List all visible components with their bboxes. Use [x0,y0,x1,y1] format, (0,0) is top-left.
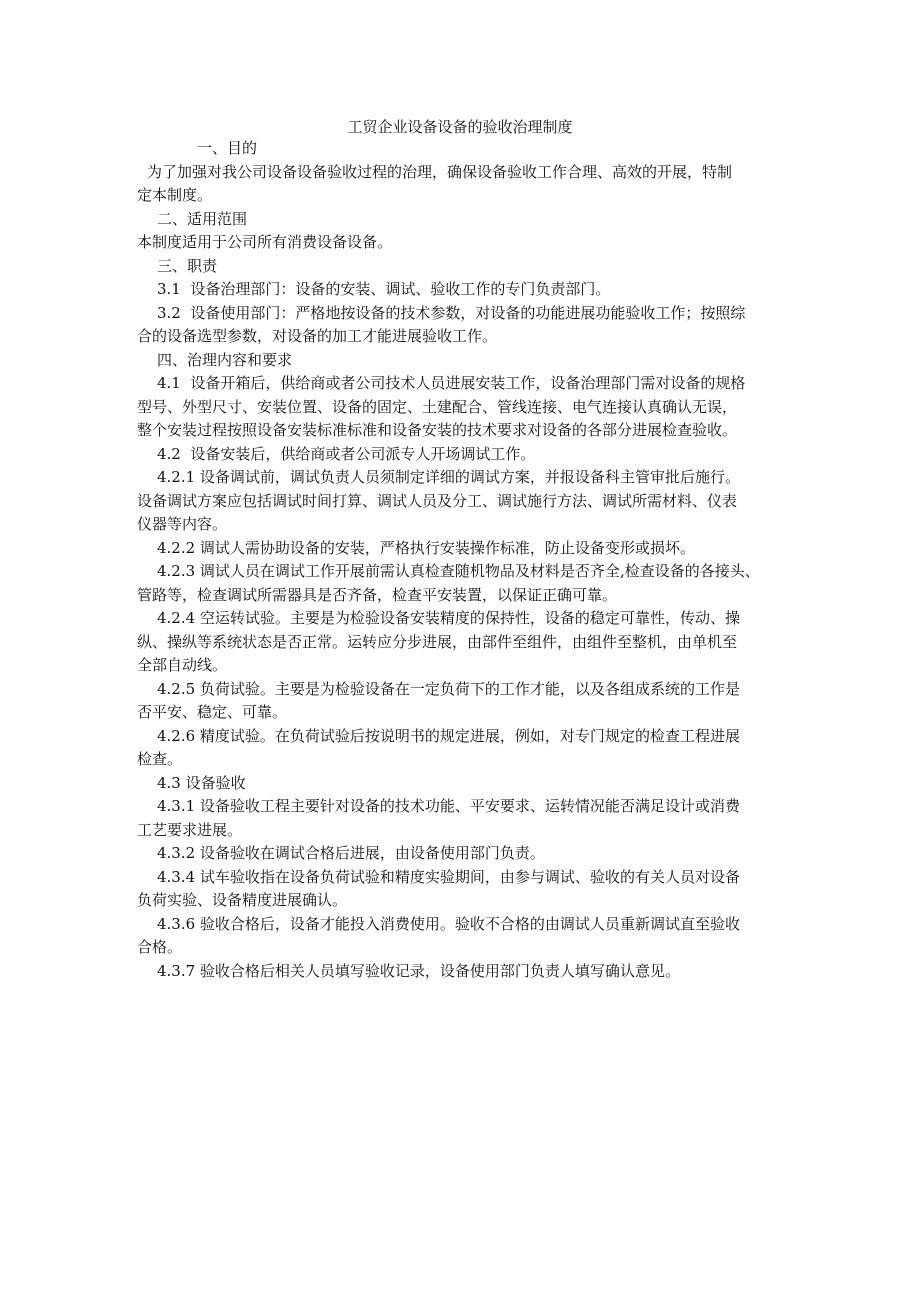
paragraph-line: 纵、操纵等系统状态是否正常。运转应分步进展，由部件至组件，由组件至整机，由单机至 [137,632,738,651]
paragraph-line: 设备调试方案应包括调试时间打算、调试人员及分工、调试施行方法、调试所需材料、仪表 [137,491,738,510]
paragraph-line: 4.3.1 设备验收工程主要针对设备的技术功能、平安要求、运转情况能否满足设计或消费 [157,797,740,815]
paragraph-line: 4.3.6 验收合格后，设备才能投入消费使用。验收不合格的由调试人员重新调试直至验收 [157,914,740,933]
paragraph-line: 合的设备选型参数，对设备的加工才能进展验收工作。 [137,327,498,345]
paragraph-line: 全部自动线。 [137,656,228,674]
paragraph-line: 仪器等内容。 [137,515,228,533]
paragraph-line: 检查。 [137,750,183,768]
paragraph-line: 3.1 设备治理部门：设备的安装、调试、验收工作的专门负责部门。 [157,280,611,298]
paragraph-line: 4.3.7 验收合格后相关人员填写验收记录，设备使用部门负责人填写确认意见。 [157,961,680,980]
paragraph-line: 4.2.1 设备调试前，调试负责人员须制定详细的调试方案，并报设备科主管审批后施行。 [157,468,740,486]
paragraph-line: 4.3.2 设备验收在调试合格后进展，由设备使用部门负责。 [157,844,545,862]
paragraph-line: 工艺要求进展。 [137,820,243,839]
section-heading-purpose: 一、目的 [197,139,258,157]
paragraph-line: 型号、外型尺寸、安装位置、设备的固定、土建配合、管线连接、电气连接认真确认无误， [137,397,738,416]
document-title: 工贸企业设备设备的验收治理制度 [347,118,573,136]
paragraph-line: 4.3.4 试车验收指在设备负荷试验和精度实验期间，由参与调试、验收的有关人员对设备 [157,867,740,886]
paragraph-line: 4.2.4 空运转试验。主要是为检验设备安装精度的保持性，设备的稳定可靠性，传动、操 [157,609,740,627]
section-heading-scope: 二、适用范围 [157,209,248,228]
paragraph-line: 为了加强对我公司设备设备验收过程的治理，确保设备验收工作合理、高效的开展，特制 [147,162,733,181]
paragraph-line: 负荷实验、设备精度进展确认。 [137,891,348,909]
paragraph-line: 本制度适用于公司所有消费设备设备。 [137,233,393,251]
paragraph-line: 定本制度。 [137,186,213,204]
document-body [137,137,787,983]
paragraph-line: 4.2.3 调试人员在调试工作开展前需认真检查随机物品及材料是否齐全,检查设备的各接头、 [157,562,760,580]
paragraph-line: 整个安装过程按照设备安装标准标准和设备安装的技术要求对设备的各部分进展检查验收。 [137,421,738,439]
paragraph-line: 管路等，检查调试所需器具是否齐备，检查平安装置，以保证正确可靠。 [137,585,618,604]
paragraph-line: 4.1 设备开箱后，供给商或者公司技术人员进展安装工作，设备治理部门需对设备的规格 [157,374,746,392]
paragraph-line: 4.2.2 调试人需协助设备的安装，严格执行安装操作标准，防止设备变形或损坏。 [157,538,695,557]
section-heading-requirements: 四、治理内容和要求 [157,350,293,369]
paragraph-line: 4.2.5 负荷试验。主要是为检验设备在一定负荷下的工作才能，以及各组成系统的工作是 [157,679,740,698]
paragraph-line: 4.2.6 精度试验。在负荷试验后按说明书的规定进展，例如，对专门规定的检查工程进展 [157,726,740,745]
paragraph-line: 否平安、稳定、可靠。 [137,703,288,721]
subsection-heading: 4.3 设备验收 [157,773,246,792]
paragraph-line: 3.2 设备使用部门：严格地按设备的技术参数，对设备的功能进展功能验收工作；按照综 [157,303,746,322]
section-heading-duties: 三、职责 [157,256,218,275]
paragraph-line: 合格。 [137,938,183,956]
paragraph-line: 4.2 设备安装后，供给商或者公司派专人开场调试工作。 [157,444,536,463]
